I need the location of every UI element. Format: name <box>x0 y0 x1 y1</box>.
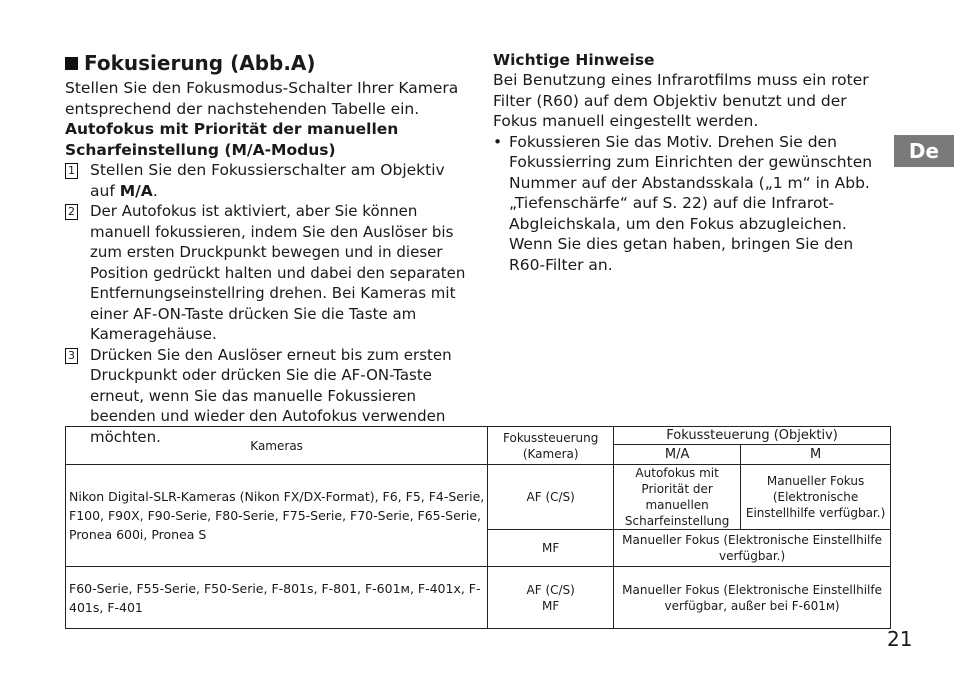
header-lens-focus: Fokussteuerung (Objektiv) <box>614 427 891 445</box>
cameras-cell: F60-Serie, F55-Serie, F50-Serie, F-801s, F-801, F-601м, F-401x, F-401s, F-401 <box>66 567 488 629</box>
step-number: 2 <box>65 204 78 220</box>
step-text: Stellen Sie den Fokussierschalter am Objektiv auf M/A. <box>90 161 445 200</box>
step-number: 1 <box>65 163 78 179</box>
m-cell: Manueller Fokus (Elektronische Einstellhilfe verfügbar.) <box>741 465 891 530</box>
section-heading <box>65 50 470 76</box>
step-text: Der Autofokus ist aktiviert, aber Sie können manuell fokussieren, indem Sie den Auslöser bis zum ersten Druckpunkt bewegen und in dieser Position gedrückt halten und dabei den separaten Entfernungseinstellring drehen. Bei Kameras mit einer AF-ON-Taste drücken Sie die Taste am Kameragehäuse. <box>90 202 466 343</box>
lens-focus-cell: Manueller Fokus (Elektronische Einstellhilfe verfügbar, außer bei F-601м) <box>614 567 891 629</box>
cameras-cell: Nikon Digital-SLR-Kameras (Nikon FX/DX-Format), F6, F5, F4-Serie, F100, F90X, F90-Serie, F80-Serie, F75-Serie, F70-Serie, F65-Serie, Pronea 600i, Pronea S <box>66 465 488 567</box>
notes-text: Bei Benutzung eines Infrarotfilms muss ein roter Filter (R60) auf dem Objektiv benutzt und der Fokus manuell eingestellt werden. <box>493 71 869 130</box>
notes-bullet-text: Fokussieren Sie das Motiv. Drehen Sie den Fokussierring zum Einrichten der gewünschten Nummer auf der Abstandsskala („1 m“ in Abb. „Tiefenschärfe“ auf S. 22) auf die Infrarot-Abgleichskala, um den Fokus abzugleichen. Wenn Sie dies getan haben, bringen Sie den R60-Filter an. <box>509 132 873 274</box>
step-item <box>65 160 470 201</box>
step-bold: M/A <box>119 181 153 200</box>
table-row <box>66 465 891 530</box>
header-m: M <box>741 445 891 465</box>
camera-focus-cell: AF (C/S) MF <box>488 567 614 629</box>
ma-cell: Autofokus mit Priorität der manuellen Scharfeinstellung <box>614 465 741 530</box>
header-cameras: Kameras <box>66 427 488 465</box>
table-header-row <box>66 427 891 445</box>
header-ma: M/A <box>614 445 741 465</box>
notes-bullet <box>493 132 888 276</box>
camera-focus-cell: AF (C/S) <box>488 465 614 530</box>
language-tab: De <box>894 135 954 167</box>
bullet-mark: • <box>493 132 503 151</box>
intro-text: Stellen Sie den Fokusmodus-Schalter Ihrer Kamera entsprechend der nachstehenden Tabelle ein. <box>65 79 459 118</box>
right-column <box>493 50 888 275</box>
lens-focus-cell: Manueller Fokus (Elektronische Einstellhilfe verfügbar.) <box>614 530 891 567</box>
table-row <box>66 567 891 629</box>
subheading: Autofokus mit Priorität der manuellen Scharfeinstellung (M/A-Modus) <box>65 120 399 159</box>
step-text: Drücken Sie den Auslöser erneut bis zum ersten Druckpunkt oder drücken Sie die AF-ON-Taste erneut, wenn Sie das manuelle Fokussieren beenden und wieder den Autofokus verwenden möchten. <box>90 345 452 446</box>
step-number: 3 <box>65 348 78 364</box>
page-number: 21 <box>887 627 913 651</box>
focus-table <box>65 426 891 629</box>
header-camera-focus: Fokussteuerung (Kamera) <box>488 427 614 465</box>
notes-title: Wichtige Hinweise <box>493 51 655 69</box>
step-item <box>65 201 470 345</box>
section-title: Fokusierung (Abb.A) <box>84 51 316 75</box>
square-bullet-icon <box>65 57 78 70</box>
left-column <box>65 50 470 447</box>
step-list <box>65 160 470 447</box>
camera-focus-cell: MF <box>488 530 614 567</box>
